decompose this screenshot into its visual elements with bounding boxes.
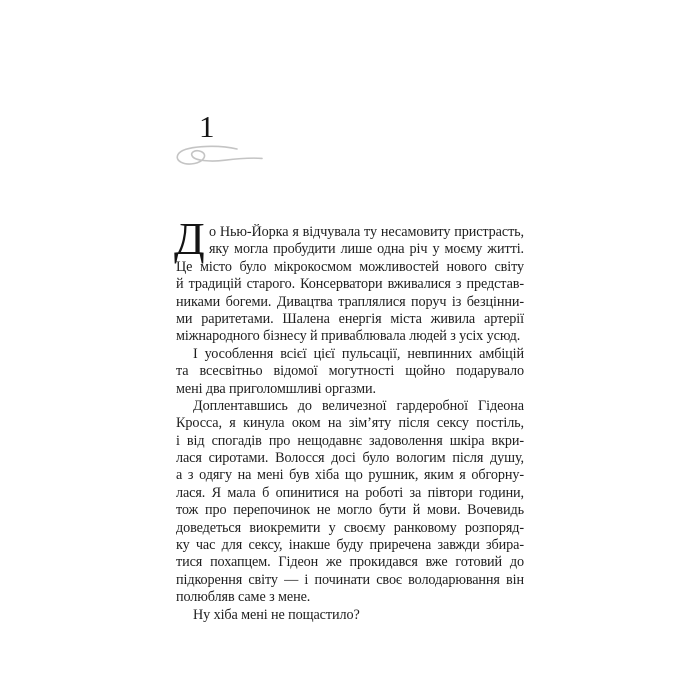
text-line: Ну хіба мені не пощастило? <box>193 606 360 623</box>
text-line: доведеться виокремити у своєму ранковому розпоряд- <box>176 519 524 536</box>
text-line: та всесвітньо відомої могутності щойно подарувало <box>176 363 524 380</box>
text-line: підкорення світу — і починати своє володарювання він <box>176 571 524 588</box>
text-line: ку час для сексу, інакше буду приречена завжди збира- <box>176 537 524 554</box>
text-line: міжнародного бізнесу й приваблювала людей з усіх усюд. <box>176 328 521 345</box>
text-line: никами богеми. Дивацтва траплялися поруч із безцінни- <box>176 293 524 310</box>
text-line: й традицій старого. Консерватори вживалися з представ- <box>176 276 524 293</box>
text-line: яку могла пробудити лише одна річ у моєму житті. <box>209 241 524 258</box>
text-line: лася сиротами. Волосся досі було вологим після душу, <box>176 450 524 467</box>
text-line: і від спогадів про нещодавнє задоволення шкіра вкри- <box>176 432 524 449</box>
text-line: І уособлення всієї цієї пульсації, невпинних амбіцій <box>193 345 524 362</box>
text-line: Доплентавшись до величезної гардеробної Гідеона <box>193 397 524 414</box>
chapter-text <box>174 214 524 624</box>
chapter-flourish-ornament <box>171 143 265 171</box>
text-line: Кросса, я кинула оком на зім’яту після сексу постіль, <box>176 415 524 432</box>
chapter-number: 1 <box>199 109 215 144</box>
text-line: тися похапцем. Гідеон же прокидався вже готовий до <box>176 554 524 571</box>
text-line: тож про перепочинок не могло бути й мови. Вочевидь <box>176 502 524 519</box>
text-line: ми раритетами. Шалена енергія міста живила артерії <box>176 310 524 327</box>
text-line: полюбляв саме з мене. <box>176 589 311 606</box>
text-line: мені два приголомшливі оргазми. <box>176 380 376 397</box>
text-line: о Нью-Йорка я відчувала ту несамовиту пристрасть, <box>209 224 524 240</box>
text-line: Це місто було мікрокосмом можливостей нового світу <box>176 258 524 275</box>
text-line: а з одягу на мені був хіба що рушник, яким я обгорну- <box>176 467 524 484</box>
text-line: лася. Я мала б опинитися на роботі за півтори години, <box>176 484 524 501</box>
drop-cap: Д <box>174 214 205 264</box>
